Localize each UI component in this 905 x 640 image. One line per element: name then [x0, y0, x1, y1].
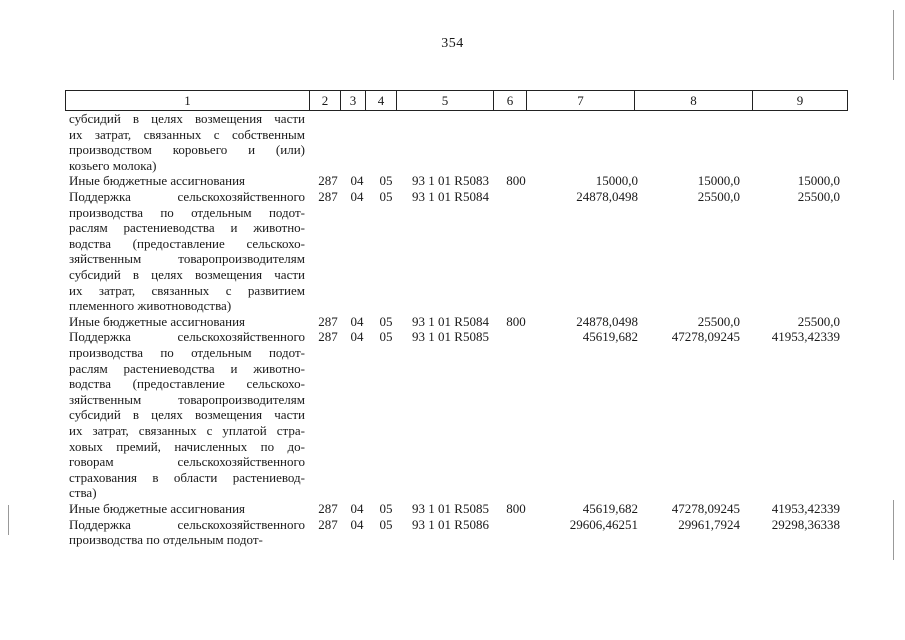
row-name-line: их затрат, связанных с развитием [69, 282, 305, 298]
row-cell-col-8: 29961,7924 [678, 516, 740, 532]
header-col-7: 7 [526, 91, 634, 110]
row-cell-col-5: 93 1 01 R5084 [412, 313, 489, 329]
row-name-line: водства (предоставление сельскохо- [69, 376, 305, 392]
row-cell-col-9: 15000,0 [797, 173, 840, 189]
row-cell-col-5: 93 1 01 R5085 [412, 501, 489, 516]
row-name-line: субсидий в целях возмещения части [69, 111, 305, 126]
header-col-1: 1 [65, 91, 309, 110]
scan-edge-mark [893, 500, 894, 560]
row-cell-col-3: 04 [350, 329, 364, 345]
row-cell-col-2: 287 [318, 173, 338, 189]
table-row [0, 173, 905, 189]
row-cell-col-5: 93 1 01 R5084 [412, 189, 489, 204]
row-cell-col-7: 45619,682 [582, 329, 638, 345]
row-cell-col-8: 47278,09245 [671, 501, 740, 516]
scan-edge-mark [893, 10, 894, 80]
header-col-3: 3 [340, 91, 365, 110]
row-name-cell [69, 314, 305, 330]
row-name-line: производства по отдельным подот- [69, 344, 305, 360]
row-name-cell [69, 189, 305, 314]
header-col-9: 9 [752, 91, 848, 110]
row-cell-col-3: 04 [350, 501, 364, 516]
row-cell-col-5: 93 1 01 R5083 [412, 173, 489, 189]
row-name-line: Иные бюджетные ассигнования [69, 313, 246, 329]
row-cell-col-9: 29298,36338 [771, 516, 840, 532]
row-name-cell [69, 173, 305, 189]
row-name-line: субсидий в целях возмещения части [69, 266, 305, 282]
row-cell-col-5: 93 1 01 R5086 [412, 516, 489, 532]
row-name-cell [69, 501, 305, 517]
row-name-line: Иные бюджетные ассигнования [69, 173, 246, 189]
row-cell-col-6: 800 [506, 173, 526, 189]
row-cell-col-8: 47278,09245 [671, 329, 740, 345]
table-row [0, 517, 905, 548]
row-cell-col-4: 05 [379, 516, 393, 532]
row-cell-col-9: 41953,42339 [771, 329, 840, 345]
row-cell-col-8: 25500,0 [697, 189, 740, 204]
row-cell-col-9: 25500,0 [797, 189, 840, 204]
table-header-row [65, 90, 848, 111]
row-name-line: их затрат, связанных с уплатой стра- [69, 422, 305, 438]
row-cell-col-9: 25500,0 [797, 313, 840, 329]
row-name-line: говорам сельскохозяйственного [69, 454, 305, 470]
row-name-line: водства (предоставление сельскохо- [69, 235, 305, 251]
row-name-line: козьего молока) [69, 157, 157, 173]
scan-edge-mark [8, 505, 9, 535]
row-name-line: раслям растениеводства и животно- [69, 360, 305, 376]
row-cell-col-3: 04 [350, 189, 364, 204]
header-col-4: 4 [365, 91, 396, 110]
row-name-line: Поддержка сельскохозяйственного [69, 516, 305, 532]
row-name-line: их затрат, связанных с собственным [69, 126, 305, 142]
table-row [0, 111, 905, 173]
row-cell-col-6: 800 [506, 313, 526, 329]
row-name-cell [69, 329, 305, 501]
row-name-line: Поддержка сельскохозяйственного [69, 329, 305, 345]
table-row [0, 314, 905, 330]
row-cell-col-2: 287 [318, 189, 338, 204]
row-cell-col-5: 93 1 01 R5085 [412, 329, 489, 345]
row-name-line: производства по отдельным подот- [69, 204, 305, 220]
row-name-line: Иные бюджетные ассигнования [69, 501, 246, 516]
row-name-line: производством коровьего и (или) [69, 142, 305, 158]
header-col-2: 2 [309, 91, 340, 110]
row-name-line: племенного животноводства) [69, 298, 232, 314]
row-name-line: Поддержка сельскохозяйственного [69, 189, 305, 204]
row-cell-col-4: 05 [379, 501, 393, 516]
header-col-8: 8 [634, 91, 752, 110]
row-cell-col-2: 287 [318, 313, 338, 329]
row-cell-col-9: 41953,42339 [771, 501, 840, 516]
row-cell-col-7: 24878,0498 [576, 313, 638, 329]
row-name-line: раслям растениеводства и животно- [69, 220, 305, 236]
page-number: 354 [441, 36, 464, 51]
header-col-6: 6 [493, 91, 526, 110]
row-cell-col-7: 15000,0 [595, 173, 638, 189]
row-cell-col-7: 24878,0498 [576, 189, 638, 204]
table-row [0, 329, 905, 501]
row-name-line: ства) [69, 485, 97, 501]
row-cell-col-4: 05 [379, 329, 393, 345]
row-name-line: ховых премий, начисленных по до- [69, 438, 305, 454]
row-name-line: зяйственным товаропроизводителям [69, 251, 305, 267]
row-cell-col-7: 45619,682 [582, 501, 638, 516]
table-row [0, 501, 905, 517]
row-cell-col-8: 15000,0 [697, 173, 740, 189]
row-cell-col-3: 04 [350, 516, 364, 532]
row-cell-col-2: 287 [318, 516, 338, 532]
header-col-5: 5 [396, 91, 493, 110]
row-name-cell [69, 517, 305, 548]
row-cell-col-3: 04 [350, 313, 364, 329]
row-cell-col-3: 04 [350, 173, 364, 189]
row-cell-col-2: 287 [318, 329, 338, 345]
row-cell-col-7: 29606,46251 [569, 516, 638, 532]
table-row [0, 189, 905, 314]
row-name-line: субсидий в целях возмещения части [69, 407, 305, 423]
row-name-cell [69, 111, 305, 173]
row-name-line: зяйственным товаропроизводителям [69, 391, 305, 407]
row-cell-col-4: 05 [379, 189, 393, 204]
row-cell-col-6: 800 [506, 501, 526, 516]
row-name-line: производства по отдельным подот- [69, 532, 263, 548]
row-cell-col-4: 05 [379, 313, 393, 329]
row-cell-col-4: 05 [379, 173, 393, 189]
row-cell-col-8: 25500,0 [697, 313, 740, 329]
row-cell-col-2: 287 [318, 501, 338, 516]
row-name-line: страхования в области растениевод- [69, 469, 305, 485]
